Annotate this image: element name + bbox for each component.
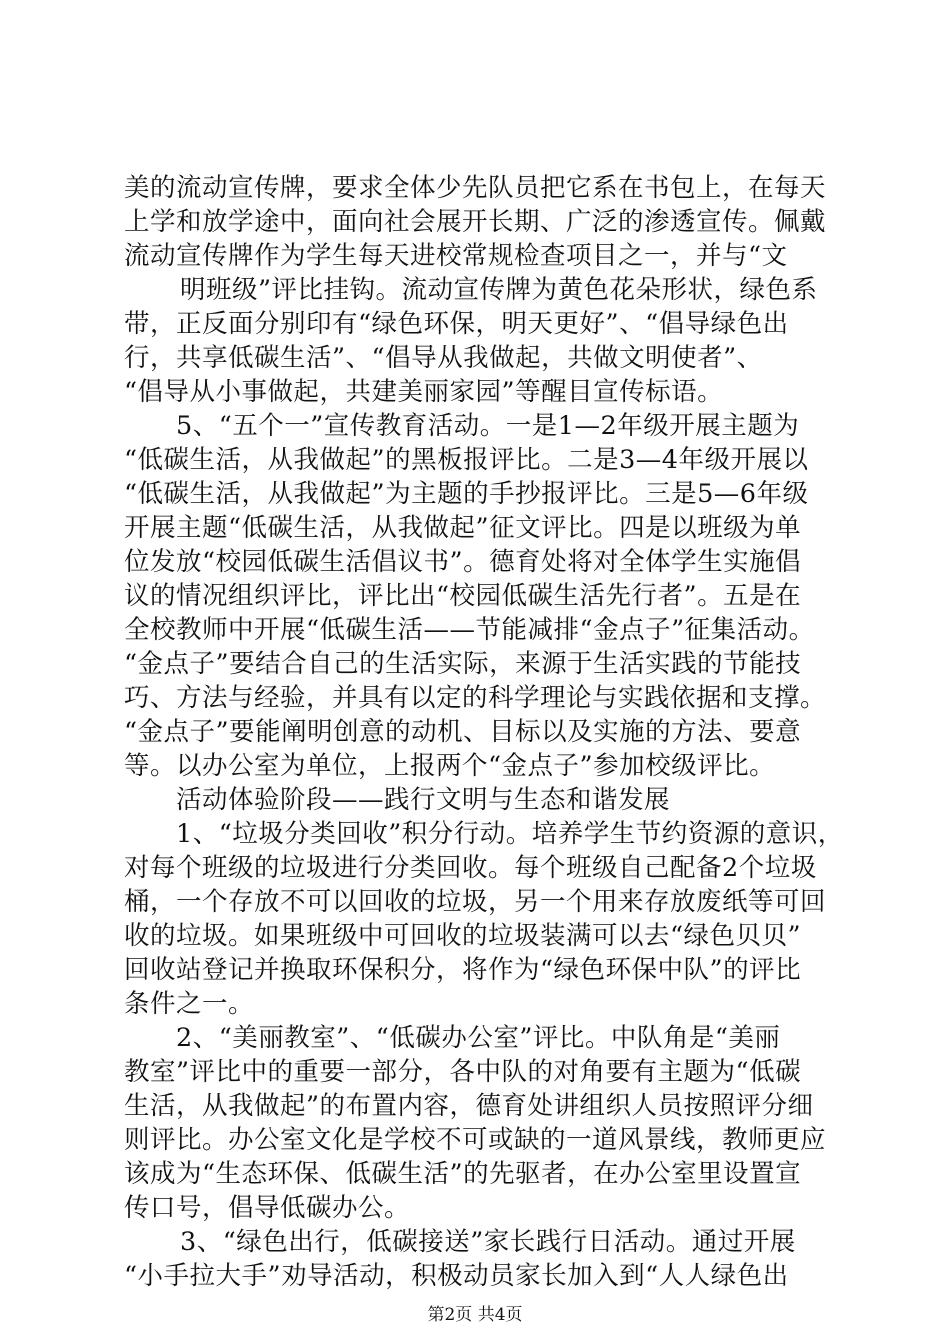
text-line: “金点子”要结合自己的生活实际，来源于生活实践的节能技 (124, 649, 802, 679)
text-line: 生活，从我做起”的布置内容，德育处讲组织人员按照评分细 (124, 1091, 814, 1121)
text-line: 教室”评比中的重要一部分，各中队的对角要有主题为“低碳 (124, 1057, 802, 1087)
text-line: 明班级”评比挂钩。流动宣传牌为黄色花朵形状，绿色系 (180, 275, 818, 305)
paragraph-start-line: 1、“垃圾分类回收”积分行动。培养学生节约资源的意识， (176, 819, 844, 849)
text-line: 该成为“生态环保、低碳生活”的先驱者，在办公室里设置宣 (124, 1159, 802, 1189)
text-line: “低碳生活，从我做起”的黑板报评比。二是3—4年级开展以 (124, 445, 809, 475)
text-line: 上学和放学途中，面向社会展开长期、广泛的渗透宣传。佩戴 (124, 207, 827, 237)
section-heading: 活动体验阶段——践行文明与生态和谐发展 (176, 785, 671, 815)
text-line: 对每个班级的垃圾进行分类回收。每个班级自己配备2个垃圾 (124, 853, 817, 883)
text-line: “倡导从小事做起，共建美丽家园”等醒目宣传标语。 (124, 377, 724, 407)
text-line: 等。以办公室为单位，上报两个“金点子”参加校级评比。 (124, 751, 776, 781)
text-line: 传口号，倡导低碳办公。 (124, 1193, 411, 1223)
text-line: 开展主题“低碳生活，从我做起”征文评比。四是以班级为单 (124, 513, 802, 543)
paragraph-start-line: 3、“绿色出行，低碳接送”家长践行日活动。通过开展 (180, 1227, 796, 1257)
text-line: “金点子”要能阐明创意的动机、目标以及实施的方法、要意 (124, 717, 802, 747)
text-line: 巧、方法与经验，并具有以定的科学理论与实践依据和支撑。 (124, 683, 827, 713)
text-line: 条件之一。 (124, 989, 255, 1019)
text-line: 收的垃圾。如果班级中可回收的垃圾装满可以去“绿色贝贝” (124, 921, 802, 951)
paragraph-start-line: 5、“五个一”宣传教育活动。一是1—2年级开展主题为 (176, 411, 800, 441)
text-line: “低碳生活，从我做起”为主题的手抄报评比。三是5—6年级 (124, 479, 809, 509)
text-line: 则评比。办公室文化是学校不可或缺的一道风景线，教师更应 (124, 1125, 827, 1155)
text-line: 议的情况组织评比，评比出“校园低碳生活先行者”。五是在 (124, 581, 802, 611)
text-line: 位发放“校园低碳生活倡议书”。德育处将对全体学生实施倡 (124, 547, 802, 577)
page-number-footer: 第2页 共4页 (427, 1305, 523, 1325)
text-line: 流动宣传牌作为学生每天进校常规检查项目之一，并与“文 (124, 241, 788, 271)
text-line: 美的流动宣传牌，要求全体少先队员把它系在书包上，在每天 (124, 173, 827, 203)
text-line: 全校教师中开展“低碳生活——节能减排“金点子”征集活动。 (124, 615, 815, 645)
text-line: 桶，一个存放不可以回收的垃圾，另一个用来存放废纸等可回 (124, 887, 827, 917)
text-line: 行，共享低碳生活”、“倡导从我做起，共做文明使者”、 (124, 343, 763, 373)
paragraph-start-line: 2、“美丽教室”、“低碳办公室”评比。中队角是“美丽 (176, 1023, 781, 1053)
text-line: 回收站登记并换取环保积分，将作为“绿色环保中队”的评比 (124, 955, 802, 985)
text-line: 带，正反面分别印有“绿色环保，明天更好”、“倡导绿色出 (124, 309, 789, 339)
text-line: “小手拉大手”劝导活动，积极动员家长加入到“人人绿色出 (124, 1261, 789, 1291)
